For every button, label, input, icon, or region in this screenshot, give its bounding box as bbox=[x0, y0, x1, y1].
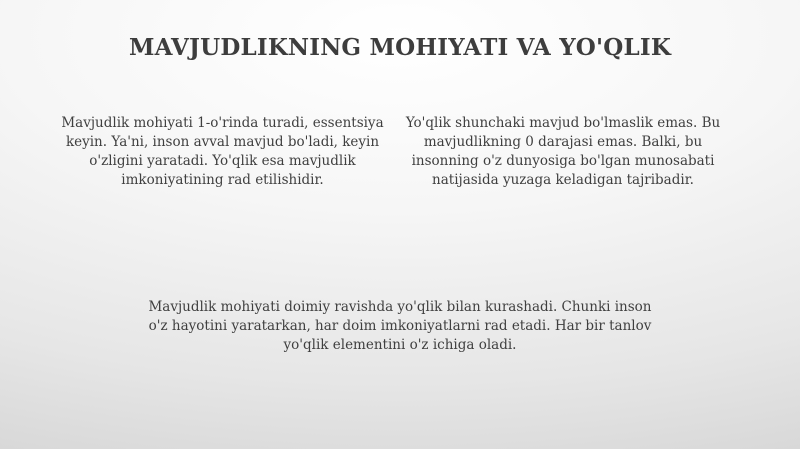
slide-title: MAVJUDLIKNING MOHIYATI VA YO'QLIK bbox=[128, 34, 672, 61]
text-block-left: Mavjudlik mohiyati 1-o'rinda turadi, essentsiya keyin. Ya'ni, inson avval mavjud bo'ladi, keyin o'zligini yaratadi. Yo'qlik esa mavjudlik imkoniyatining rad etilishidir. bbox=[61, 115, 384, 188]
text-block-bottom: Mavjudlik mohiyati doimiy ravishda yo'qlik bilan kurashadi. Chunki inson o'z hayotini yaratarkan, har doim imkoniyatlarni rad etadi. Har bir tanlov yo'qlik elementini o'z ichiga oladi. bbox=[148, 299, 652, 353]
text-block-right: Yo'qlik shunchaki mavjud bo'lmaslik emas. Bu mavjudlikning 0 darajasi emas. Balki, bu insonning o'z dunyosiga bo'lgan munosabati natijasida yuzaga keladigan tajribadir. bbox=[405, 115, 721, 188]
